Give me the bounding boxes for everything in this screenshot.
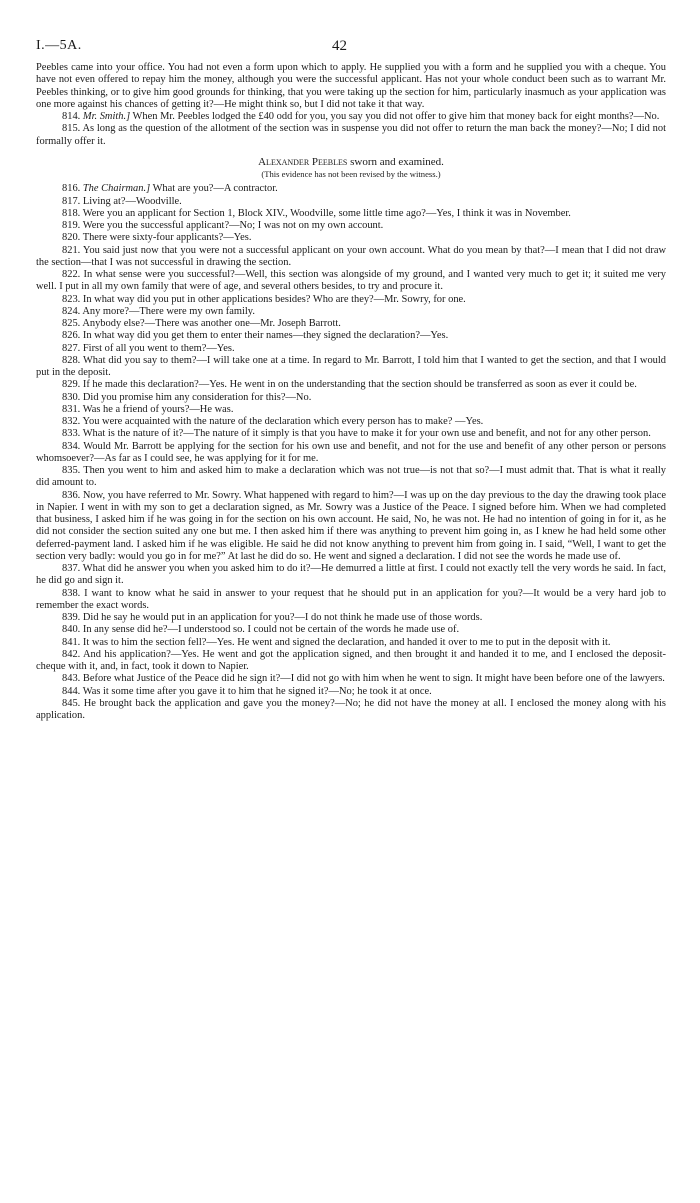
paragraph-number: 838. <box>62 587 81 599</box>
paragraph-number: 835. <box>62 465 81 476</box>
paragraph-number: 842. <box>62 648 81 660</box>
numbered-paragraph <box>36 428 666 440</box>
paragraph-number: 826. <box>62 330 81 342</box>
paragraph-number: 814. <box>62 111 81 122</box>
paragraph-text: He brought back the application and gave you the money?—No; he did not have the money at all. I enclosed the money along with his application. <box>36 697 666 721</box>
document-page <box>36 0 666 722</box>
numbered-paragraph <box>36 465 666 490</box>
witness-heading <box>36 156 666 168</box>
paragraph-number: 817. <box>62 195 81 207</box>
paragraph-text: When Mr. Peebles lodged the £40 odd for you, you say you did not offer to give him that money back for eight months?—No. <box>130 111 660 122</box>
numbered-paragraph <box>36 343 666 355</box>
numbered-paragraph <box>36 123 666 148</box>
paragraph-number: 841. <box>62 636 81 648</box>
numbered-paragraph <box>36 379 666 391</box>
paragraph-text: Did you promise him any consideration for this?—No. <box>82 391 312 403</box>
speaker-name: Mr. Smith.] <box>82 111 131 122</box>
paragraph-text: In what way did you get them to enter their names—they signed the declaration?—Yes. <box>82 330 449 342</box>
paragraph-text: Now, you have referred to Mr. Sowry. What happened with regard to him?—I was up on the day previous to the day the drawing took place in Napier. I went in with my son to get a declaration signed, as Mr. Sowry was a Justice of the Peace. I signed before him. When we had completed that business, I asked him if he was going in for the section on his own account. He said, No, he was not. He had no intention of going in for it, as he did not consider the section suited any one but me. I then asked him if there was anything to prevent him going in, as I knew he had held some other deferred-payment land. I asked him if he was eligible. He said he did not know anything to prevent him from going in. I said, “Well, I want to get the section very badly: would you go in for me?” At last he did do so. He went and signed a declaration. I did not see the words he made use of. <box>36 489 666 562</box>
numbered-paragraph <box>36 612 666 624</box>
numbered-paragraph <box>36 183 666 195</box>
paragraph-text: Was it some time after you gave it to him that he signed it?—No; he took it at once. <box>82 685 432 697</box>
paragraph-text: What is the nature of it?—The nature of it simply is that you have to make it for your own use and benefit, and not for any other person. <box>82 428 651 440</box>
paragraph-text: Was he a friend of yours?—He was. <box>82 403 234 415</box>
paragraph-text: Were you the successful applicant?—No; I was not on my own account. <box>82 220 384 231</box>
numbered-paragraph <box>36 306 666 318</box>
numbered-paragraph <box>36 330 666 342</box>
paragraph-number: 823. <box>62 293 81 305</box>
paragraph-text: As long as the question of the allotment of the section was in suspense you did not offer to return the man back the money?—No; I did not formally offer it. <box>36 123 666 147</box>
numbered-paragraph <box>36 404 666 416</box>
numbered-paragraph <box>36 392 666 404</box>
paragraph-text: Were you an applicant for Section 1, Block XIV., Woodville, some little time ago?—Yes, I think it was in November. <box>82 207 571 219</box>
numbered-paragraph <box>36 318 666 330</box>
paragraph-text: Living at?—Woodville. <box>82 195 182 207</box>
paragraph-continuation: Peebles came into your office. You had not even a form upon which to apply. He supplied you with a form and he supplied you with a cheque. You have not even offered to repay him the money, although you were the successful applicant. Has not your whole conduct been such as to warrant Mr. Peebles thinking, or to give him good grounds for thinking, that you were taking up the section for him, particularly inasmuch as your application was one more against his chances of getting it?—He might think so, but I did not take it that way. <box>36 62 666 110</box>
numbered-paragraph <box>36 563 666 588</box>
numbered-paragraph <box>36 232 666 244</box>
numbered-paragraph <box>36 441 666 466</box>
numbered-paragraph <box>36 196 666 208</box>
paragraph-number: 821. <box>62 244 81 256</box>
page-number: 42 <box>332 38 347 54</box>
paragraph-number: 845. <box>62 697 81 709</box>
paragraph-text: What did he answer you when you asked him to do it?—He demurred a little at first. I could not exactly tell the very words he said. In fact, he did go and sign it. <box>36 563 666 587</box>
paragraph-number: 829. <box>62 379 81 391</box>
numbered-paragraph <box>36 294 666 306</box>
numbered-paragraph <box>36 269 666 294</box>
paragraph-number: 824. <box>62 305 81 317</box>
paragraph-text: Any more?—There were my own family. <box>82 305 255 317</box>
paragraph-text: Then you went to him and asked him to make a declaration which was not true—is not that so?—I must admit that. That is what it really did amount to. <box>36 465 666 489</box>
numbered-paragraph <box>36 637 666 649</box>
paragraph-text: I want to know what he said in answer to your request that he should put in an application for you?—It would be a very hard job to remember the exact words. <box>36 587 666 611</box>
paragraph-number: 834. <box>62 440 81 452</box>
page-header <box>36 0 666 62</box>
numbered-paragraph <box>36 416 666 428</box>
paragraph-group-b <box>36 183 666 722</box>
paragraph-number: 827. <box>62 342 81 354</box>
paragraph-text: Before what Justice of the Peace did he sign it?—I did not go with him when he went to sign. It might have been before one of the lawyers. <box>82 673 665 685</box>
paragraph-text: Did he say he would put in an application for you?—I do not think he made use of those words. <box>82 612 483 623</box>
paragraph-text: In what sense were you successful?—Well, this section was alongside of my ground, and I wanted very much to get it; it suited me very well. I put in all my own family that were of age, and several others besides, to try and procure it. <box>36 269 666 293</box>
paragraph-number: 833. <box>62 428 81 440</box>
paragraph-number: 839. <box>62 612 81 623</box>
paragraph-number: 844. <box>62 685 81 697</box>
numbered-paragraph <box>36 673 666 685</box>
paragraph-text: What are you?—A contractor. <box>150 183 278 195</box>
numbered-paragraph <box>36 355 666 380</box>
paragraph-number: 818. <box>62 207 81 219</box>
witness-status: sworn and examined. <box>347 155 444 168</box>
document-body <box>36 62 666 722</box>
paragraph-number: 828. <box>62 354 81 366</box>
numbered-paragraph <box>36 490 666 564</box>
numbered-paragraph <box>36 220 666 232</box>
paragraph-number: 816. <box>62 183 81 195</box>
paragraph-number: 822. <box>62 269 81 280</box>
numbered-paragraph <box>36 245 666 270</box>
paragraph-number: 830. <box>62 391 81 403</box>
numbered-paragraph <box>36 686 666 698</box>
paragraph-text: First of all you went to them?—Yes. <box>82 342 235 354</box>
numbered-paragraph <box>36 649 666 674</box>
document-reference: I.—5A. <box>36 38 82 53</box>
paragraph-text: Would Mr. Barrott be applying for the section for his own use and benefit, and not for the use and benefit of any other person or persons whomsoever?—As far as I could see, he was applying for it for me. <box>36 440 666 464</box>
paragraph-text: In any sense did he?—I understood so. I could not be certain of the words he made use of. <box>82 624 460 636</box>
paragraph-text: You were acquainted with the nature of the declaration which every person has to make? —Yes. <box>82 416 484 427</box>
paragraph-text: And his application?—Yes. He went and got the application signed, and then brought it and handed it to me, and I enclosed the deposit-cheque with it, and, in fact, took it down to Napier. <box>36 648 666 672</box>
paragraph-number: 843. <box>62 673 81 685</box>
witness-name: Alexander Peebles <box>258 155 348 168</box>
paragraph-text: If he made this declaration?—Yes. He went in on the understanding that the section should be transferred as soon as ever it could be. <box>82 379 637 391</box>
paragraph-number: 820. <box>62 232 81 244</box>
paragraph-text: You said just now that you were not a successful applicant on your own account. What do you mean by that?—I mean that I did not draw the section—that I was not successful in drawing the section. <box>36 244 666 268</box>
paragraph-text: It was to him the section fell?—Yes. He went and signed the declaration, and handed it over to me to put in the deposit with it. <box>82 636 611 648</box>
numbered-paragraph <box>36 111 666 123</box>
paragraph-number: 825. <box>62 318 81 329</box>
witness-note: (This evidence has not been revised by the witness.) <box>261 169 441 179</box>
numbered-paragraph <box>36 624 666 636</box>
paragraph-number: 831. <box>62 403 81 415</box>
paragraph-group-a <box>36 111 666 148</box>
paragraph-number: 819. <box>62 220 81 231</box>
paragraph-number: 837. <box>62 563 81 574</box>
numbered-paragraph <box>36 208 666 220</box>
paragraph-text: In what way did you put in other applications besides? Who are they?—Mr. Sowry, for one. <box>82 293 466 305</box>
numbered-paragraph <box>36 588 666 613</box>
paragraph-text: What did you say to them?—I will take one at a time. In regard to Mr. Barrott, I told him that I wanted to get the section, and that I would put in the deposit. <box>36 354 666 378</box>
paragraph-text: Anybody else?—There was another one—Mr. Joseph Barrott. <box>82 318 341 329</box>
paragraph-number: 836. <box>62 489 81 501</box>
paragraph-number: 832. <box>62 416 81 427</box>
speaker-name: The Chairman.] <box>82 183 151 195</box>
numbered-paragraph <box>36 698 666 723</box>
paragraph-number: 840. <box>62 624 81 636</box>
paragraph-number: 815. <box>62 123 81 135</box>
paragraph-text: There were sixty-four applicants?—Yes. <box>82 232 252 244</box>
